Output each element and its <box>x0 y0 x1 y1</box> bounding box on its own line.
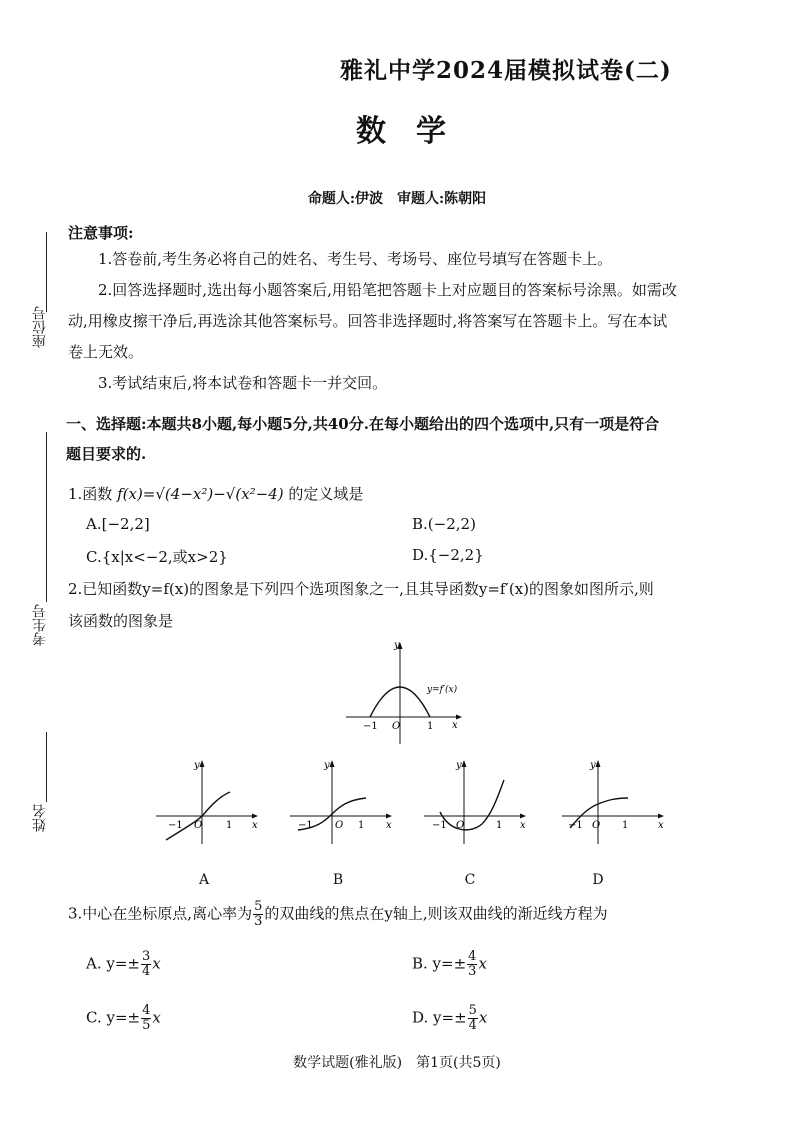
q3-c-num: 4 <box>142 1003 151 1018</box>
q1-prefix: 1.函数 <box>68 485 113 503</box>
option-d-y: y <box>590 760 596 771</box>
q3-option-b <box>412 950 487 979</box>
option-c-y: y <box>456 760 462 771</box>
option-d-pos: 1 <box>622 820 629 831</box>
option-graph-c <box>420 756 535 846</box>
exam-no-line <box>46 432 47 602</box>
notice-item-1: 1.答卷前,考生务必将自己的姓名、考生号、考场号、座位号填写在答题卡上。 <box>98 250 613 268</box>
q3-b-fraction <box>467 950 477 979</box>
q3-option-c <box>86 1004 161 1033</box>
section-heading-line-2: 题目要求的. <box>66 445 147 463</box>
question-2-line-2: 该函数的图象是 <box>68 612 174 630</box>
main-x-label: x <box>452 720 458 731</box>
exam-no-label: 考生号 <box>32 604 48 646</box>
q3-option-a <box>86 950 161 979</box>
q3-a-den: 4 <box>141 964 151 979</box>
q3-a-fraction <box>141 950 151 979</box>
option-c-pos: 1 <box>496 820 503 831</box>
seat-label: 座位号 <box>32 306 48 348</box>
notice-item-3: 3.考试结束后,将本试卷和答题卡一并交回。 <box>98 374 388 392</box>
option-a-y: y <box>194 760 200 771</box>
option-b-pos: 1 <box>358 820 365 831</box>
q3-a-prefix: A. y=± <box>86 954 140 973</box>
q3-b-suffix: x <box>478 954 487 973</box>
q3-a-num: 3 <box>141 949 151 964</box>
q3-a-suffix: x <box>152 954 161 973</box>
q1-option-c: C.{x|x<−2,或x>2} <box>86 548 228 566</box>
q3-c-fraction <box>141 1004 151 1033</box>
q3-eccentricity-fraction <box>253 900 263 929</box>
option-d-x: x <box>658 820 664 831</box>
main-curve-label: y=f′(x) <box>427 685 458 695</box>
q3-prefix: 3.中心在坐标原点,离心率为 <box>68 904 253 923</box>
q3-d-fraction <box>468 1004 478 1033</box>
name-line <box>46 732 47 802</box>
q1-option-d: D.{−2,2} <box>412 546 484 564</box>
q3-b-num: 4 <box>468 949 477 964</box>
option-graph-b <box>286 756 401 846</box>
option-a-o: O <box>194 820 203 831</box>
section-heading <box>66 409 750 469</box>
q3-b-prefix: B. y=± <box>412 954 467 973</box>
option-a-pos: 1 <box>226 820 233 831</box>
q3-d-suffix: x <box>478 1008 488 1027</box>
notice-body <box>68 244 748 399</box>
option-a-label: A <box>198 872 210 888</box>
q3-c-suffix: x <box>152 1008 161 1027</box>
option-d-neg: −1 <box>568 820 583 831</box>
option-c-o: O <box>456 820 465 831</box>
q3-b-den: 3 <box>468 964 477 979</box>
main-x-arrow <box>456 715 462 720</box>
notice-item-2-line-2: 动,用橡皮擦干净后,再选涂其他答案标号。回答非选择题时,将答案写在答题卡上。写在本试 <box>68 312 668 330</box>
page-footer: 数学试题(雅礼版) 第1页(共5页) <box>293 1055 501 1071</box>
q3-c-den: 5 <box>142 1018 151 1033</box>
q3-option-d <box>412 1004 487 1033</box>
option-d-o: O <box>592 820 601 831</box>
q3-suffix: 的双曲线的焦点在y轴上,则该双曲线的渐近线方程为 <box>264 904 608 923</box>
option-c-curve <box>440 780 504 830</box>
main-tick-pos: 1 <box>427 721 434 732</box>
subject-title: 数学 <box>356 114 476 149</box>
seat-line <box>46 232 47 312</box>
option-d-label: D <box>592 872 604 888</box>
question-2-line-1: 2.已知函数y=f(x)的图象是下列四个选项图象之一,且其导函数y=f′(x)的图象如图所示,则 <box>68 580 654 598</box>
question-1-stem <box>68 483 363 504</box>
question-3-stem <box>68 900 608 929</box>
option-c-neg: −1 <box>432 820 447 831</box>
notice-heading: 注意事项: <box>68 224 134 242</box>
q1-option-a: A.[−2,2] <box>86 515 150 533</box>
q1-suffix: 的定义域是 <box>288 485 364 503</box>
q3-frac-num: 5 <box>254 899 263 914</box>
q1-option-b: B.(−2,2) <box>412 515 476 533</box>
option-b-y: y <box>324 760 330 771</box>
main-origin: O <box>392 721 401 732</box>
q3-frac-den: 3 <box>254 914 263 929</box>
option-c-x: x <box>520 820 526 831</box>
option-a-x: x <box>252 820 258 831</box>
q1-function: f(x)=√(4−x²)−√(x²−4) <box>117 485 284 503</box>
q3-d-den: 4 <box>468 1018 477 1033</box>
exam-title: 雅礼中学2024届模拟试卷(二) <box>340 57 672 84</box>
main-tick-neg: −1 <box>363 721 378 732</box>
notice-item-2-line-1: 2.回答选择题时,选出每小题答案后,用铅笔把答题卡上对应题目的答案标号涂黑。如需改 <box>98 281 677 299</box>
name-label: 姓名 <box>32 804 48 832</box>
option-graph-a <box>152 756 267 846</box>
derivative-graph <box>340 636 470 748</box>
q3-d-num: 5 <box>468 1003 477 1018</box>
option-b-x: x <box>386 820 392 831</box>
option-b-neg: −1 <box>298 820 313 831</box>
option-b-o: O <box>335 820 344 831</box>
authors-line: 命题人:伊波 审题人:陈朝阳 <box>307 191 487 207</box>
option-graph-d <box>558 756 673 846</box>
option-c-label: C <box>464 872 476 888</box>
q3-d-prefix: D. y=± <box>412 1008 467 1027</box>
option-b-label: B <box>332 872 344 888</box>
q3-c-prefix: C. y=± <box>86 1008 141 1027</box>
section-heading-line-1: 一、选择题:本题共8小题,每小题5分,共40分.在每小题给出的四个选项中,只有一项是符合 <box>66 415 660 433</box>
main-y-label: y <box>394 640 400 651</box>
notice-item-2-line-3: 卷上无效。 <box>68 343 144 361</box>
option-a-neg: −1 <box>168 820 183 831</box>
